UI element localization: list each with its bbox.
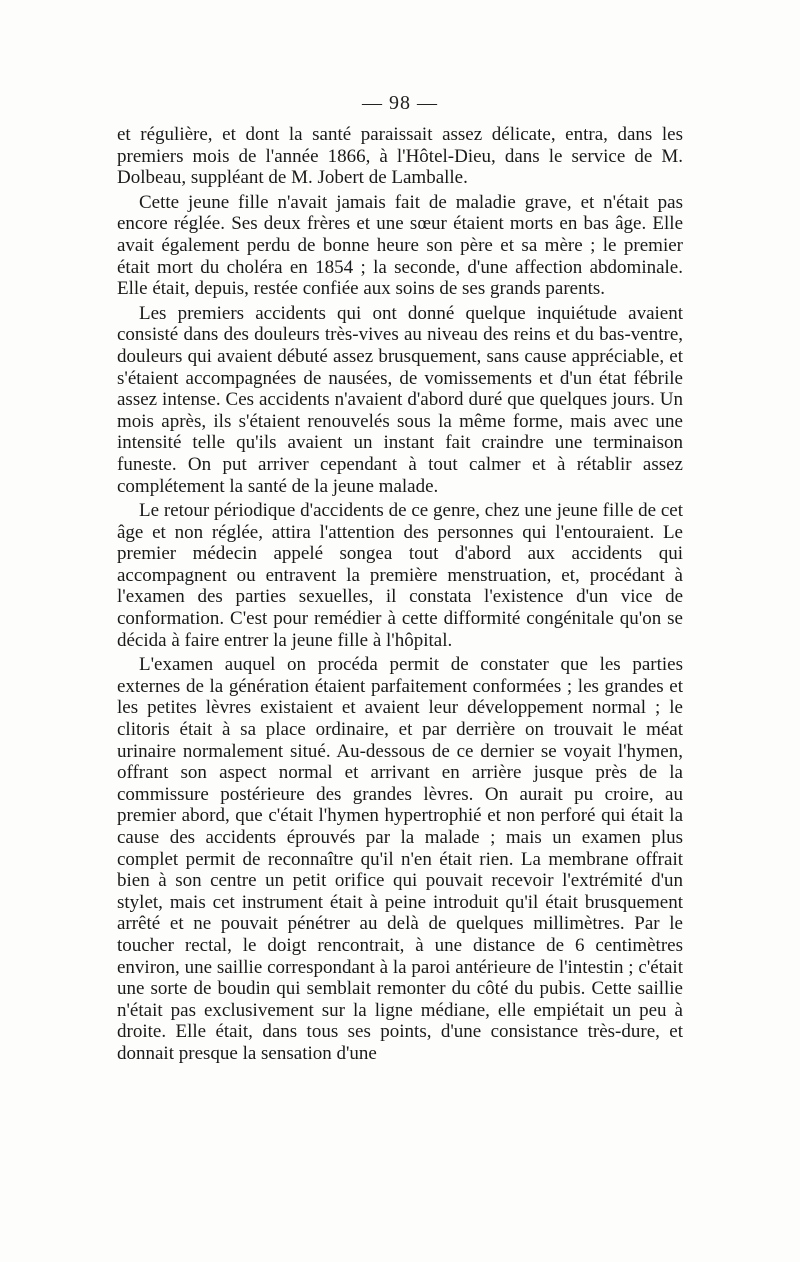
body-text xyxy=(117,124,683,1065)
paragraph-5: L'examen auquel on procéda permit de constater que les parties externes de la génération étaient parfaitement conformées ; les grandes et les petites lèvres existaient et avaient leur développement normal ; le clitoris était à sa place ordinaire, et par derrière on trouvait le méat urinaire normalement situé. Au-dessous de ce dernier se voyait l'hymen, offrant son aspect normal et arrivant en arrière jusque près de la commissure postérieure des grandes lèvres. On aurait pu croire, au premier abord, que c'était l'hymen hypertrophié et non perforé qui était la cause des accidents éprouvés par la malade ; mais un examen plus complet permit de reconnaître qu'il n'en était rien. La membrane offrait bien à son centre un petit orifice qui pouvait recevoir l'extrémité d'un stylet, mais cet instrument était à peine introduit qu'il était brusquement arrêté et ne pouvait pénétrer au delà de quelques millimètres. Par le toucher rectal, le doigt rencontrait, à une distance de 6 centimètres environ, une saillie correspondant à la paroi antérieure de l'intestin ; c'était une sorte de boudin qui semblait remonter du côté du pubis. Cette saillie n'était pas exclusivement sur la ligne médiane, elle empiétait un peu à droite. Elle était, dans tous ses points, d'une consistance très-dure, et donnait presque la sensation d'une xyxy=(117,654,683,1064)
paragraph-1: et régulière, et dont la santé paraissait assez délicate, entra, dans les premiers mois de l'année 1866, à l'Hôtel-Dieu, dans le service de M. Dolbeau, suppléant de M. Jobert de Lamballe. xyxy=(117,124,683,189)
paragraph-4: Le retour périodique d'accidents de ce genre, chez une jeune fille de cet âge et non réglée, attira l'attention des personnes qui l'entouraient. Le premier médecin appelé songea tout d'abord aux accidents qui accompagnent ou entravent la première menstruation, et, procédant à l'examen des parties sexuelles, il constata l'existence d'un vice de conformation. C'est pour remédier à cette difformité congénitale qu'on se décida à faire entrer la jeune fille à l'hôpital. xyxy=(117,500,683,651)
paragraph-3: Les premiers accidents qui ont donné quelque inquiétude avaient consisté dans des douleurs très-vives au niveau des reins et du bas-ventre, douleurs qui avaient débuté assez brusquement, sans cause appréciable, et s'étaient accompagnées de nausées, de vomissements et d'un état fébrile assez intense. Ces accidents n'avaient d'abord duré que quelques jours. Un mois après, ils s'étaient renouvelés sous la même forme, mais avec une intensité telle qu'ils avaient un instant fait craindre une terminaison funeste. On put arriver cependant à tout calmer et à rétablir assez complétement la santé de la jeune malade. xyxy=(117,302,683,497)
page-number: — 98 — xyxy=(362,92,438,114)
paragraph-2: Cette jeune fille n'avait jamais fait de maladie grave, et n'était pas encore réglée. Ses deux frères et une sœur étaient morts en bas âge. Elle avait également perdu de bonne heure son père et sa mère ; le premier était mort du choléra en 1854 ; la seconde, d'une affection abdominale. Elle était, depuis, restée confiée aux soins de ses grands parents. xyxy=(117,191,683,300)
